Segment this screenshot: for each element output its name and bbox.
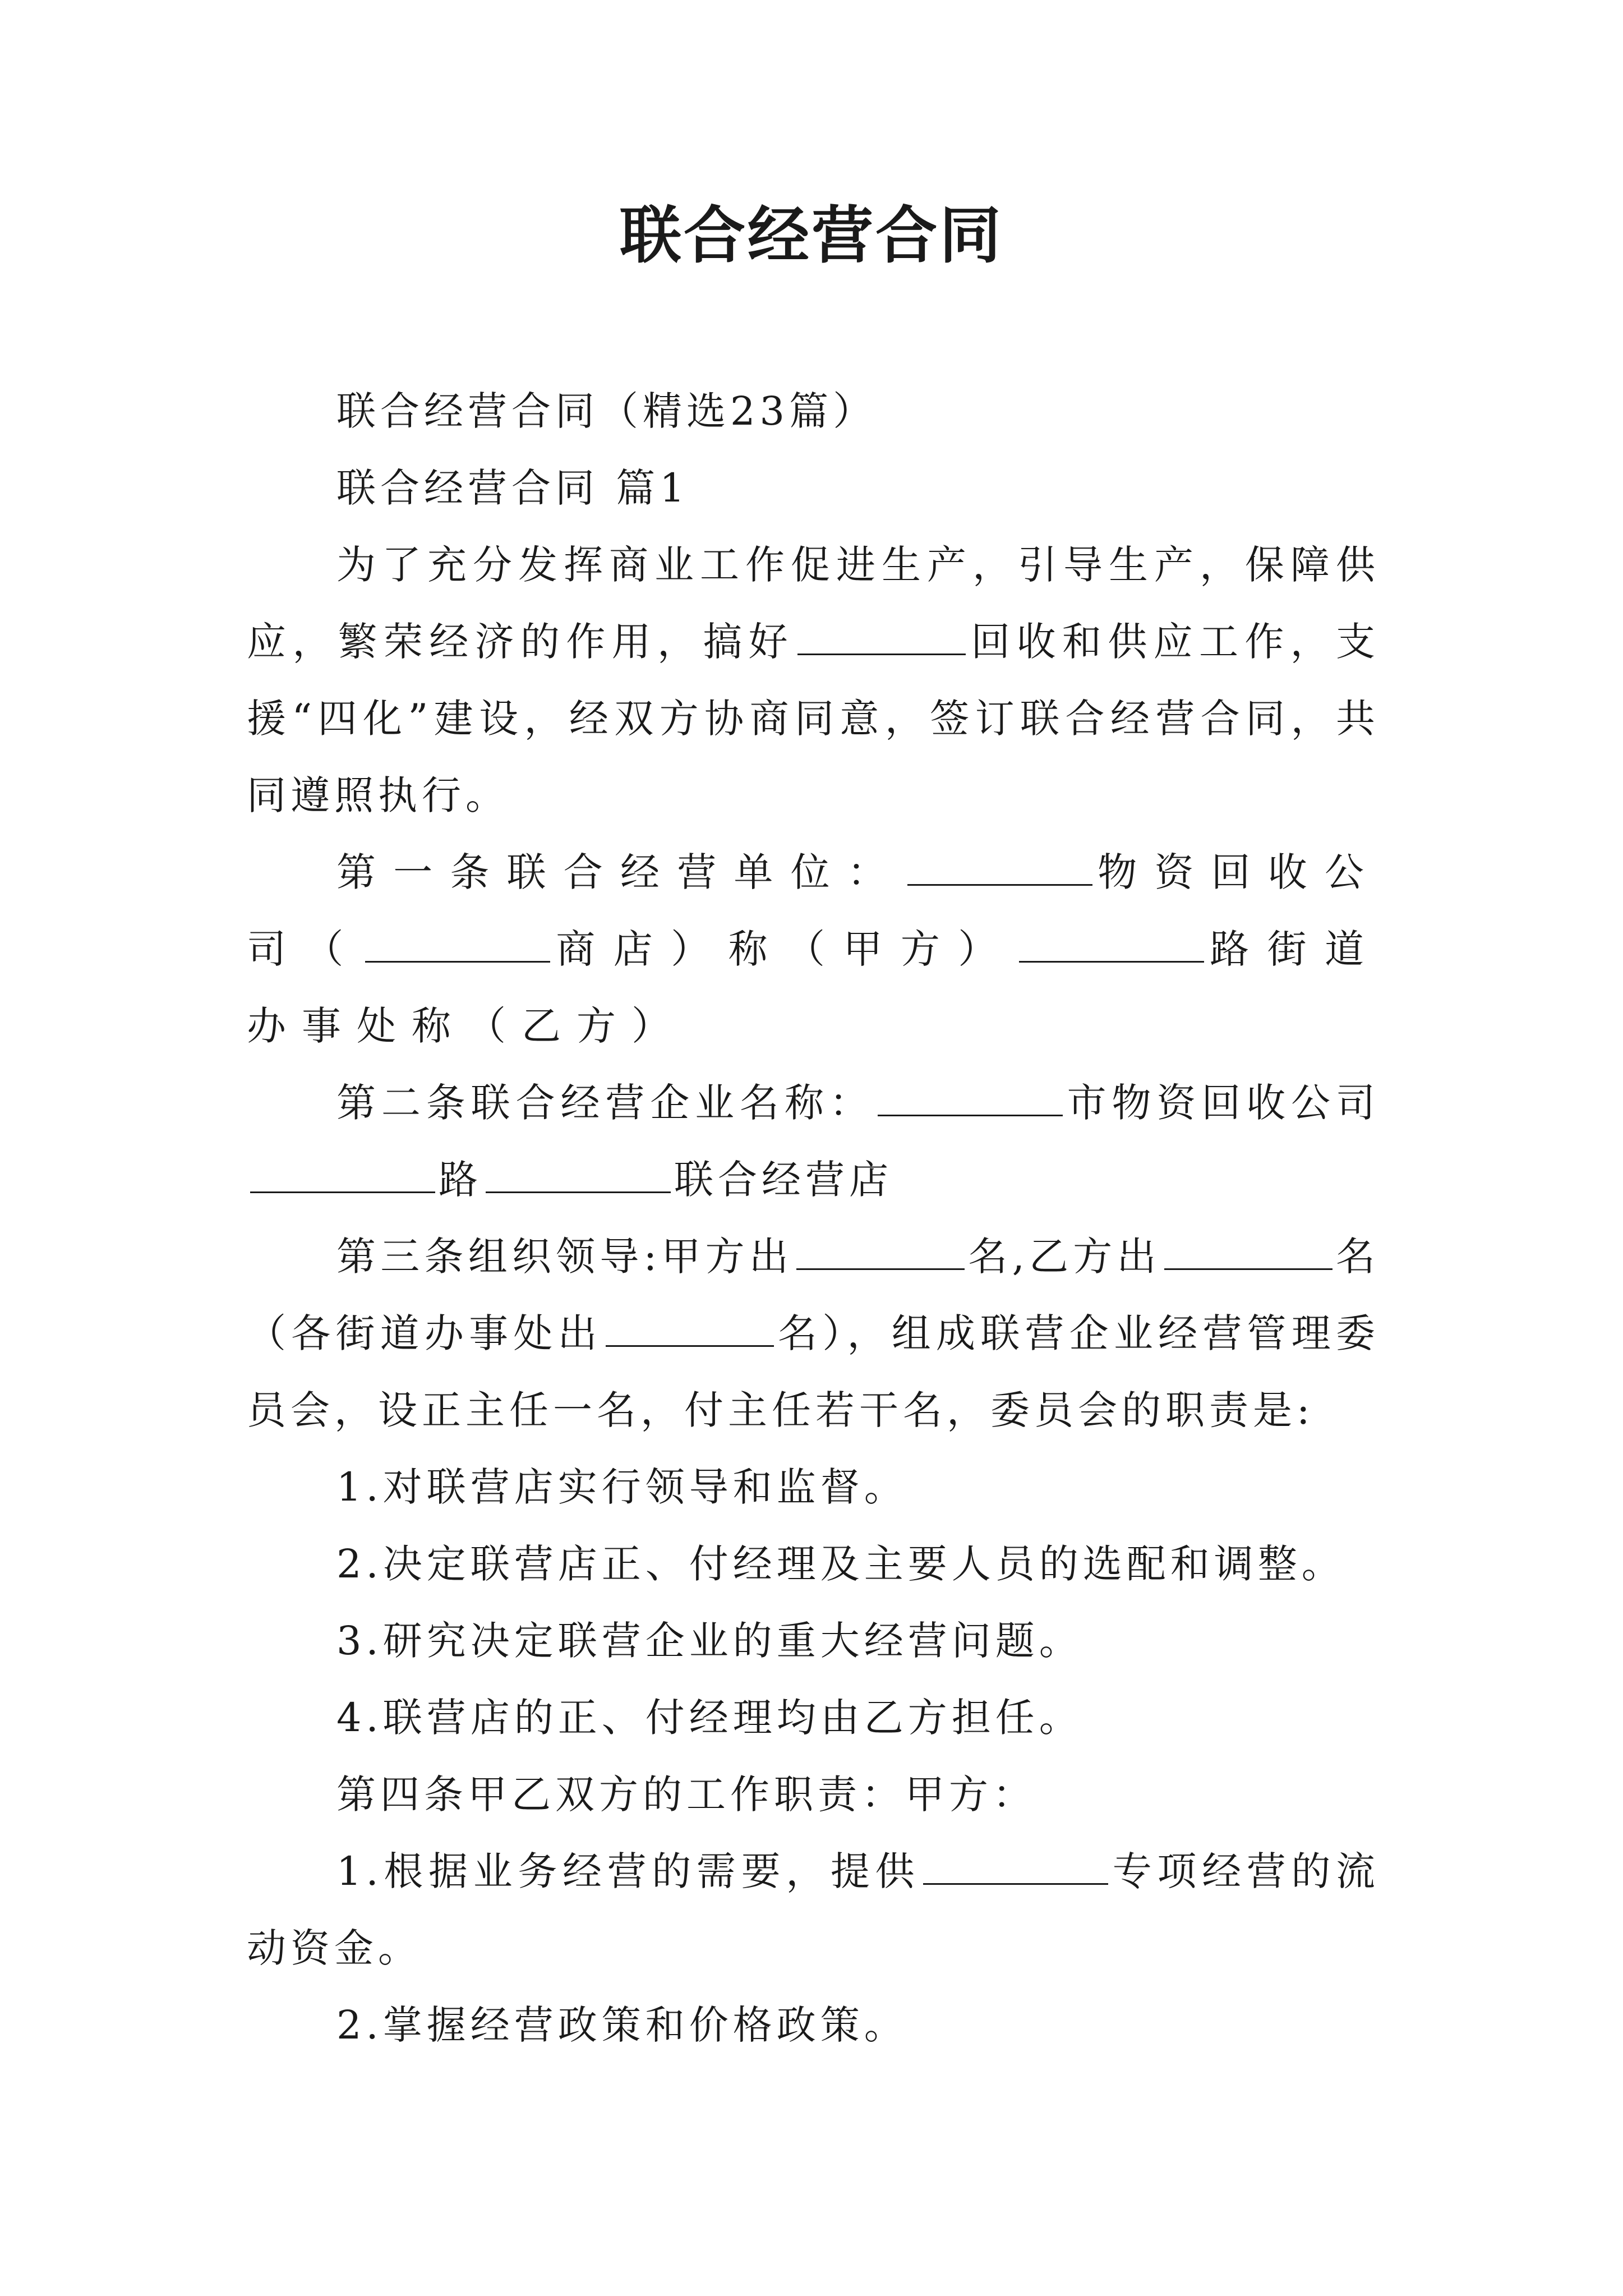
article-2-text-d: 联合经营店: [674, 1157, 893, 1203]
document-subtitle: 联合经营合同（精选23篇）: [336, 388, 877, 434]
article-3-text-a: 第三条组织领导:甲方出: [336, 1234, 794, 1280]
article-1-text-d: 路街道办事处称（乙方）: [247, 926, 1380, 1049]
article-1-text-b: 物资回收公司（: [247, 849, 1380, 972]
blank-line: [797, 619, 966, 655]
article-2-text-c: 路: [439, 1157, 482, 1203]
blank-line: [250, 1157, 435, 1193]
article-2-text-a: 第二条联合经营企业名称：: [336, 1080, 874, 1126]
intro-paragraph: [247, 527, 1380, 834]
article-3-item-2: 2.决定联营店正、付经理及主要人员的选配和调整。: [336, 1541, 1345, 1587]
blank-line: [907, 849, 1092, 886]
document-body: [247, 373, 1380, 2064]
article-1-text-c: 商店）称（甲方）: [553, 926, 1016, 972]
article-3-item-1: 1.对联营店实行领导和监督。: [336, 1464, 908, 1510]
intro-text-a: 为了充分发挥商业工作促进生产，引导生产，保障供应，繁荣经济的作用，搞好: [247, 542, 1380, 665]
article-2-text-b: 市物资回收公司: [1066, 1080, 1380, 1126]
article-4-heading: 第四条甲乙双方的工作职责：甲方：: [336, 1772, 1036, 1818]
article-2: [247, 1065, 1380, 1218]
blank-line: [1019, 926, 1204, 963]
blank-line: [365, 926, 550, 963]
article-3-item-4: 4.联营店的正、付经理均由乙方担任。: [336, 1695, 1083, 1741]
blank-line: [923, 1848, 1108, 1885]
article-3-text-b: 名,乙方出: [968, 1234, 1161, 1280]
article-1: [247, 834, 1380, 1065]
article-4-item-1: [247, 1833, 1380, 1987]
blank-line: [486, 1157, 671, 1193]
article-4-item-2: 2.掌握经营政策和价格政策。: [336, 2002, 908, 2048]
blank-line: [878, 1080, 1063, 1116]
article-4-item-1-text-b: 专项经营的流动资金。: [247, 1848, 1380, 1971]
article-3: [247, 1218, 1380, 1449]
article-3-item-3: 3.研究决定联营企业的重大经营问题。: [336, 1618, 1083, 1664]
article-1-text-a: 第一条联合经营单位：: [336, 849, 904, 895]
document-title: 联合经营合同: [620, 199, 1003, 272]
article-4-item-1-text-a: 1.根据业务经营的需要，提供: [336, 1848, 920, 1894]
blank-line: [1164, 1234, 1332, 1270]
article-3-text-c: 名（各街道办事处出: [247, 1234, 1380, 1356]
section-heading: 联合经营合同 篇1: [336, 465, 689, 511]
intro-text-b: 回收和供应工作，支援“四化”建设，经双方协商同意，签订联合经营合同，共同遵照执行。: [247, 619, 1380, 818]
blank-line: [796, 1234, 965, 1270]
blank-line: [606, 1310, 774, 1347]
article-3-text-d: 名），组成联营企业经营管理委员会，设正主任一名，付主任若干名，委员会的职责是:: [247, 1310, 1380, 1433]
